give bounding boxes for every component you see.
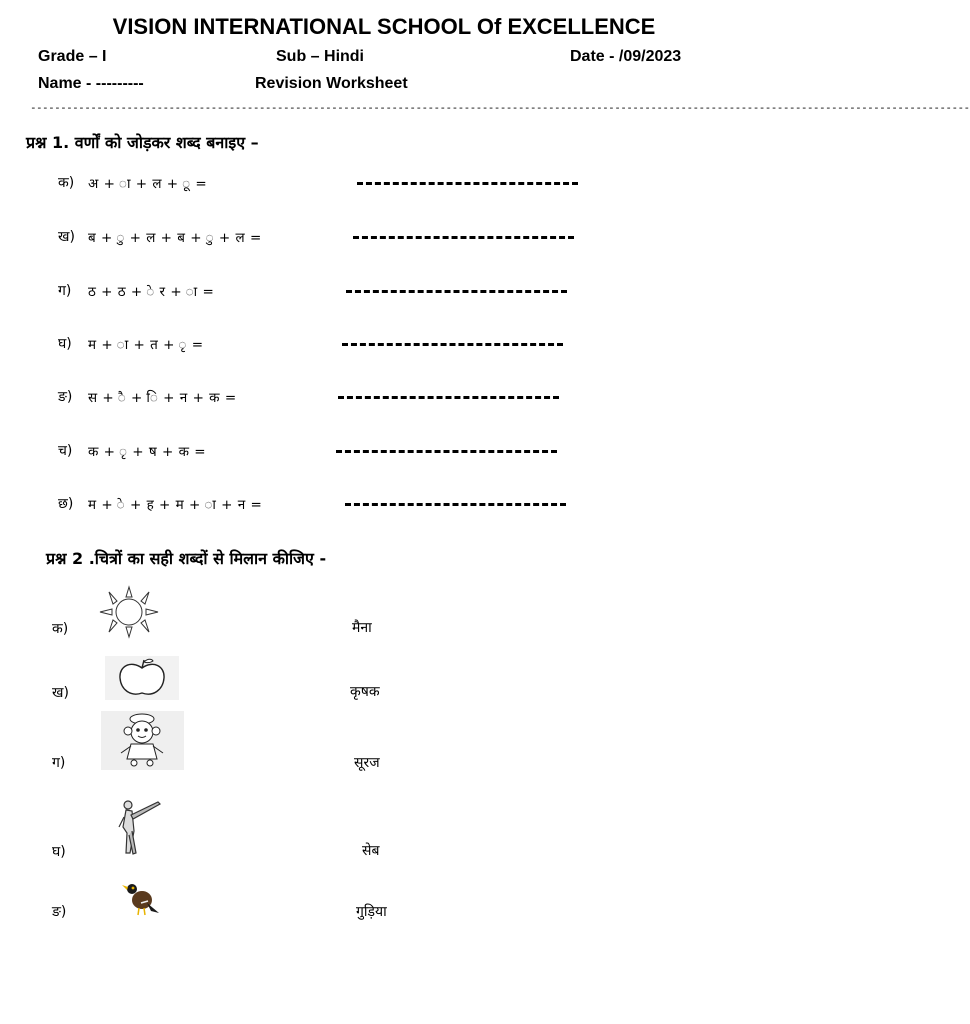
q2-item-label: ग)	[52, 755, 66, 771]
worksheet-title: Revision Worksheet	[255, 75, 408, 92]
q1-item-label: क)	[58, 175, 75, 191]
subject-label: Sub – Hindi	[276, 48, 364, 65]
answer-blank[interactable]	[345, 503, 566, 506]
q1-equation: क + ृ + ष + क =	[88, 444, 207, 460]
q1-equation: ब + ु + ल + ब + ु + ल =	[88, 230, 262, 246]
q1-item-label: ग)	[58, 283, 72, 299]
q1-item-label: ङ)	[58, 389, 73, 405]
answer-blank[interactable]	[342, 343, 563, 346]
answer-blank[interactable]	[336, 450, 557, 453]
q1-item-label: घ)	[58, 336, 72, 352]
question-2-heading: प्रश्न 2 .चित्रों का सही शब्दों से मिलान कीजिए -	[46, 549, 327, 568]
match-word[interactable]: सेब	[362, 843, 380, 859]
date-label: Date - /09/2023	[570, 48, 682, 65]
q2-item-label: ङ)	[52, 904, 67, 920]
q2-item-label: क)	[52, 621, 69, 637]
apple-picture	[105, 656, 179, 700]
q1-equation: अ + ा + ल + ू =	[88, 176, 208, 192]
answer-blank[interactable]	[353, 236, 574, 239]
match-word[interactable]: सूरज	[354, 755, 380, 771]
answer-blank[interactable]	[357, 182, 578, 185]
q1-item-label: च)	[58, 443, 73, 459]
answer-blank[interactable]	[346, 290, 567, 293]
match-word[interactable]: गुड़िया	[356, 904, 387, 920]
grade-label: Grade – I	[38, 48, 107, 65]
name-field-label: Name - ---------	[38, 75, 144, 92]
doll-picture	[101, 711, 184, 770]
myna-bird-picture	[121, 879, 161, 919]
school-title: VISION INTERNATIONAL SCHOOL Of EXCELLENCE	[112, 14, 656, 39]
match-word[interactable]: कृषक	[350, 684, 380, 700]
q2-item-label: घ)	[52, 844, 66, 860]
farmer-picture	[114, 797, 168, 857]
answer-blank[interactable]	[338, 396, 559, 399]
q1-equation: ठ + ठ + े र + ा =	[88, 284, 215, 300]
q1-item-label: ख)	[58, 229, 75, 245]
q1-equation: म + ा + त + ृ =	[88, 337, 204, 353]
match-word[interactable]: मैना	[352, 620, 372, 636]
q2-item-label: ख)	[52, 685, 69, 701]
question-1-heading: प्रश्न 1. वर्णों को जोड़कर शब्द बनाइए –	[26, 133, 259, 152]
q1-item-label: छ)	[58, 496, 74, 512]
sun-picture	[98, 586, 160, 638]
q1-equation: स + ै + ि + न + क =	[88, 390, 237, 406]
q1-equation: म + े + ह + म + ा + न =	[88, 497, 263, 513]
header-separator: ------------------------------------------------------------------------------------------------------------------------------------------------------------	[30, 101, 970, 114]
